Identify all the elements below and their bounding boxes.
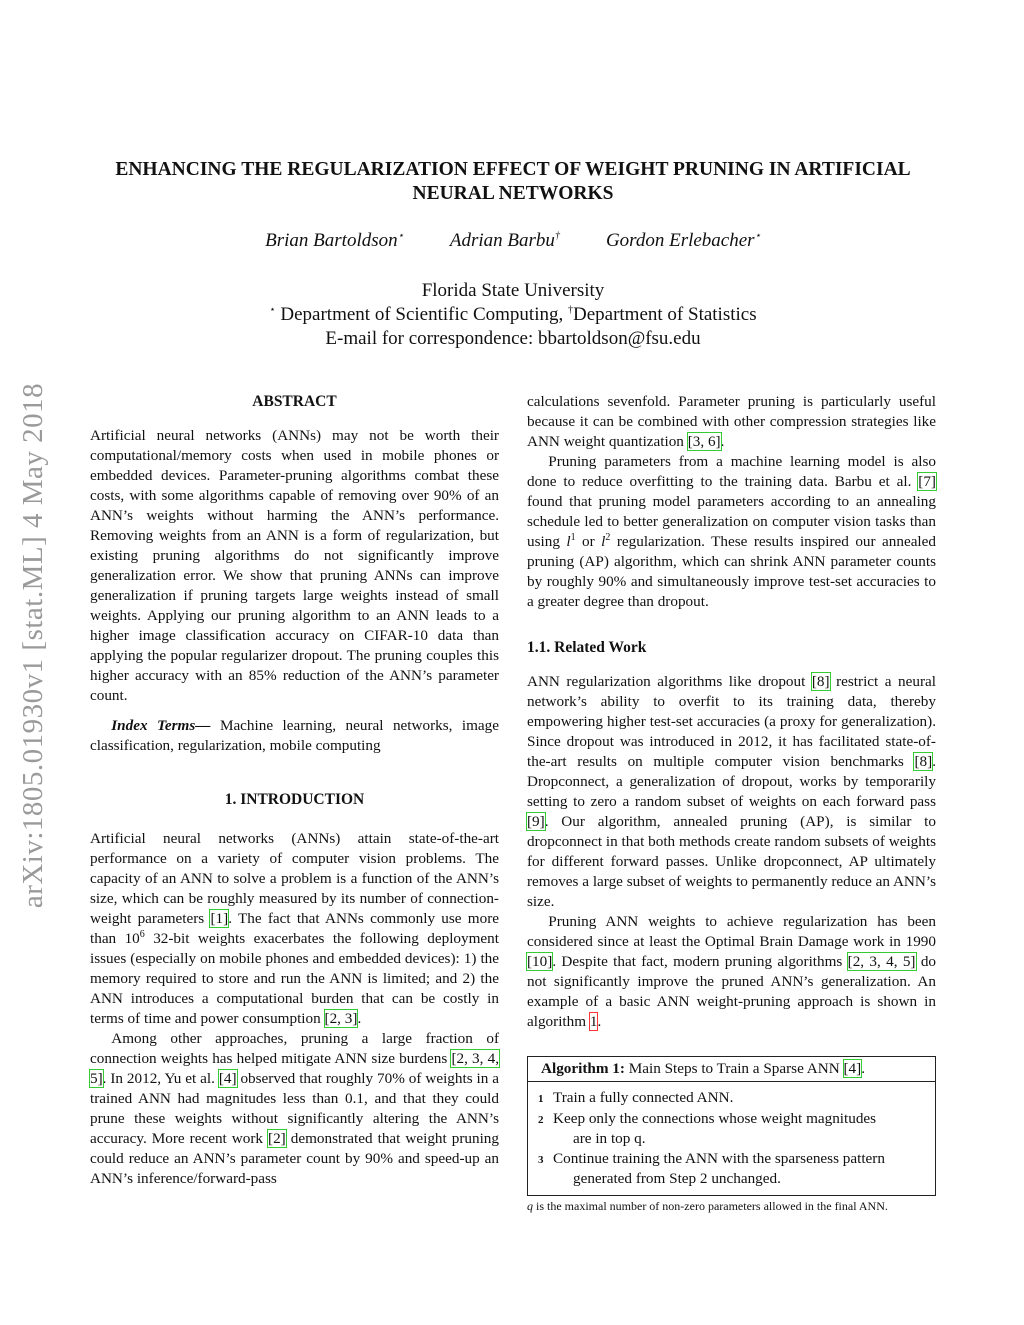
related-work-heading: 1.1. Related Work [527,639,647,656]
citation-link[interactable]: [2, 3] [324,1010,358,1027]
algorithm-link[interactable]: 1 [589,1013,598,1030]
departments: ⋆ Department of Scientific Computing, †Department of Statistics [269,304,757,325]
correspondence-email: E-mail for correspondence: bbartoldson@fsu.edu [325,328,701,349]
citation-link[interactable]: [2] [268,1130,286,1147]
introduction-heading: 1. INTRODUCTION [224,791,365,808]
step-number: 1 [538,1093,544,1105]
citation-link[interactable]: [4] [218,1070,237,1087]
algorithm-step [538,1088,925,1109]
algorithm-box [527,1056,936,1196]
related-paragraph-1: ANN regularization algorithms like dropout [8] restrict a neural network’s ability to overfit to its training data, thereby empowering higher test-set accuracies (a proxy for generalization). Since dropout was introduced in 2012, it has facilitated state-of-the-art results on multiple computer vision benchmarks [8]. Dropconnect, a generalization of dropout, works by temporarily setting to zero a random subset of weights on each forward pass [9]. Our algorithm, annealed pruning (AP), is similar to dropconnect in that both methods create random subsets of weights for different forward passes. Unlike dropconnect, AP ultimately removes a large subset of weights to permanently reduce an ANN’s size. [527,673,937,910]
step-number: 3 [538,1154,544,1166]
related-paragraph-2: Pruning ANN weights to achieve regularization has been considered since at least the Optimal Brain Damage work in 1990 [10]. Despite that fact, modern pruning algorithms [2, 3, 4, 5] do not significantly improve the pruned ANN’s generalization. An example of a basic ANN weight-pruning approach is shown in algorithm 1. [527,913,937,1030]
citation-link[interactable]: [9] [527,813,545,830]
step-text: Keep only the connections whose weight magnitudes are in top q. [553,1110,877,1147]
citation-link[interactable]: [8] [914,753,933,770]
intro-paragraph-2-continued: calculations sevenfold. Parameter pruning is particularly useful because it can be combined with other compression strategies like ANN weight quantization [3, 6]. [527,393,936,450]
citation-link[interactable]: [3, 6] [687,433,721,450]
algorithm-steps [528,1082,935,1195]
intro-paragraph-2: Among other approaches, pruning a large fraction of connection weights has helped mitigate ANN size burdens [2, 3, 4, 5]. In 2012, Yu et al. [4] observed that roughly 70% of weights in a trained ANN had magnitudes less than 0.1, and that they could prune these weights without significantly altering the ANN’s accuracy. More recent work [2] demonstrated that weight pruning could reduce an ANN’s parameter count by 90% and speed-up an ANN’s inference/forward-pass [90,1030,499,1187]
step-text: Continue training the ANN with the sparseness pattern generated from Step 2 unchanged. [553,1150,885,1187]
right-column [527,392,936,1216]
university: Florida State University [421,280,605,301]
author: Gordon Erlebacher⋆ [605,230,761,251]
paper-title [90,158,936,206]
algorithm-step [538,1109,925,1149]
algorithm-footnote: q is the maximal number of non-zero parameters allowed in the final ANN. [527,1199,888,1213]
affiliation-block [90,279,936,351]
intro-paragraph-1: Artificial neural networks (ANNs) attain state-of-the-art performance on a variety of computer vision problems. The capacity of an ANN to solve a problem is a function of the ANN’s size, which can be roughly measured by its number of connection-weight parameters [1]. The fact that ANNs commonly use more than $10^6$ 32-bit weights exacerbates the following deployment issues (especially on mobile phones and embedded devices): 1) the memory required to store and run the ANN is limited; and 2) the ANN introduces a computational burden that can be costly in terms of time and power consumption [2, 3]. [90,830,500,1027]
author: Brian Bartoldson⋆ [265,230,404,251]
left-column [90,392,499,1189]
abstract-text: Artificial neural networks (ANNs) may not be worth their computational/memory costs when used in mobile phones or embedded devices. Parameter-pruning algorithms combat these costs, with some algorithms capable of removing over 90% of an ANN’s weights without harming the ANN’s performance. Removing weights from an ANN is a form of regularization, but existing pruning algorithms do not significantly improve generalization error. We show that pruning ANNs can improve generalization if pruning targets large weights instead of small weights. Applying our pruning algorithm to an ANN leads to a higher image classification accuracy on CIFAR-10 data than applying the popular regularizer dropout. The pruning couples this higher accuracy with an 85% reduction of the ANN’s parameter count. [90,427,499,704]
algorithm-step [538,1149,925,1189]
step-number: 2 [538,1114,544,1126]
citation-link[interactable]: [2, 3, 4, 5] [847,953,916,970]
author-list [90,230,936,252]
author: Adrian Barbu† [449,230,560,251]
arxiv-identifier-text: arXiv:1805.01930v1 [stat.ML] 4 May 2018 [17,382,50,908]
citation-link[interactable]: [1] [210,910,229,927]
algorithm-title: Algorithm 1: Main Steps to Train a Sparse ANN [4]. [528,1057,935,1082]
title-line-1: ENHANCING THE REGULARIZATION EFFECT OF WEIGHT PRUNING IN ARTIFICIAL [115,159,911,180]
citation-link[interactable]: [10] [527,953,553,970]
intro-paragraph-3: Pruning parameters from a machine learning model is also done to reduce overfitting to the training data. Barbu et al. [7] found that pruning model parameters according to an annealing schedule led to better generalization on computer vision tasks than using $l^1$ or $l^2$ regularization. These results inspired our annealed pruning (AP) algorithm, which can shrink ANN parameter counts by roughly 90% and simultaneously improve test-set accuracies to a greater degree than dropout. [527,453,936,610]
index-terms: Index Terms— Machine learning, neural networks, image classification, regularization, mobile computing [90,717,500,754]
citation-link[interactable]: [7] [918,473,936,490]
step-text: Train a fully connected ANN. [553,1089,734,1106]
citation-link[interactable]: [4] [843,1060,862,1077]
title-line-2: NEURAL NETWORKS [412,183,614,204]
citation-link[interactable]: [2, 3, 4, 5] [90,1050,499,1087]
citation-link[interactable]: [8] [811,673,830,690]
abstract-heading: ABSTRACT [252,393,337,410]
arxiv-identifier-stamp [14,345,54,945]
